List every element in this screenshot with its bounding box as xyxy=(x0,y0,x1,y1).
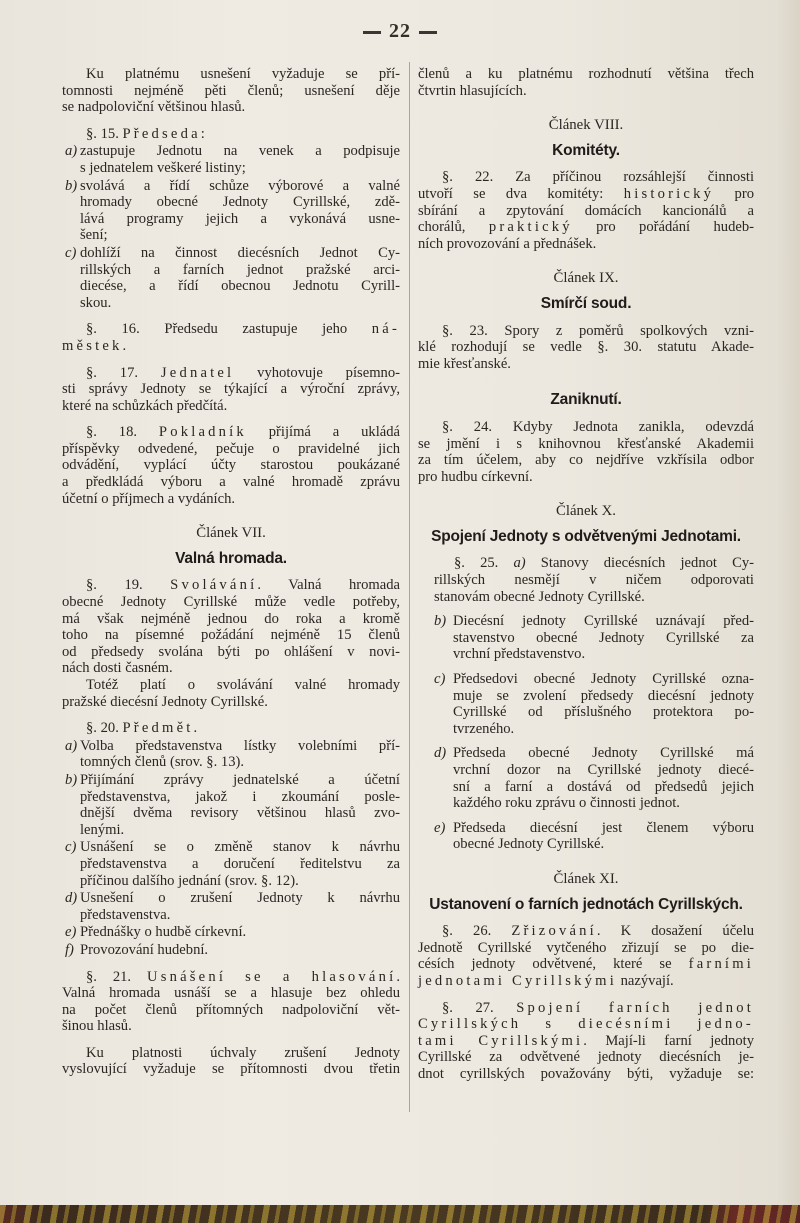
text-line: s jednatelem veškeré listiny; xyxy=(80,159,246,176)
spaced-emphasis: jednotami Cyrillskými xyxy=(418,972,617,989)
text-line: Přednášky o hudbě církevní. xyxy=(80,924,247,941)
item-label: a) xyxy=(65,143,78,160)
text-line xyxy=(62,720,400,737)
text-segment: §. 19. xyxy=(86,577,171,594)
paragraph xyxy=(62,720,400,737)
text-line xyxy=(62,577,400,594)
text-line: Provozování hudební. xyxy=(80,941,209,958)
text-line: šinou hlasů. xyxy=(62,1018,132,1035)
section-heading: Smírčí soud. xyxy=(540,294,632,312)
article-number: Článek VIII. xyxy=(548,117,624,134)
text-line: klé rozhodují se vedle §. 30. statutu Akade- xyxy=(418,339,754,356)
item-label: e) xyxy=(434,819,446,836)
text-line: mie křesťanské. xyxy=(418,355,511,372)
text-line: stavenstvo obecné Jednoty Cyrillské za xyxy=(453,629,754,646)
text-line: představenstva a doručení ředitelstvu za xyxy=(80,855,400,872)
article-number: Článek IX. xyxy=(553,270,619,287)
section-heading: Komitéty. xyxy=(552,141,620,159)
text-line xyxy=(418,1000,754,1017)
text-line: na počet členů přítomných nadpoloviční vět- xyxy=(62,1001,400,1018)
item-label: d) xyxy=(65,890,78,907)
text-line: účetní o příjmech a vydáních. xyxy=(62,490,236,507)
spaced-emphasis: městek xyxy=(62,337,123,354)
text-line: lenými. xyxy=(80,821,125,838)
list-item xyxy=(418,745,754,811)
page-number xyxy=(0,20,800,43)
text-line: příspěvky odvedené, pečuje o pravidelné jich xyxy=(62,440,400,457)
text-line xyxy=(62,321,400,338)
text-segment: §. 18. xyxy=(86,424,159,441)
text-segment: utvoří se dva komitéty: xyxy=(418,185,624,202)
text-line xyxy=(418,1016,754,1033)
spaced-emphasis: Jednatel xyxy=(160,364,235,381)
text-line: lává programy jejich a vykonává usne- xyxy=(80,210,400,227)
text-line: každého roku zprávu o činnosti jednot. xyxy=(453,795,680,812)
text-segment: nazývají. xyxy=(616,972,674,989)
item-label: b) xyxy=(65,177,78,194)
text-segment: . xyxy=(193,720,198,737)
list-item xyxy=(62,143,400,176)
paragraph xyxy=(62,969,400,1035)
text-line: stanovám obecné Jednoty Cyrillské. xyxy=(434,588,645,605)
item-label: d) xyxy=(434,745,447,762)
text-line: Přijímání zprávy jednatelské a účetní xyxy=(80,771,400,788)
text-line: tomných členů (srov. §. 13). xyxy=(80,754,245,771)
text-line: Ku platnosti úchvaly zrušení Jednoty xyxy=(86,1044,400,1061)
text-line: Cyrillské od příslušného protektora po- xyxy=(453,704,754,721)
text-line xyxy=(418,956,754,973)
text-line: dnější dvěma revisory většinou hlasů zvo- xyxy=(80,805,400,822)
paragraph xyxy=(62,66,400,116)
text-line: Ku platnému usnešení vyžaduje se pří- xyxy=(86,66,400,82)
text-line: představenstva, jakož i zkoumání posle- xyxy=(80,788,400,805)
text-line: pražské diecésní Jednoty Cyrillské. xyxy=(62,693,268,710)
list-item xyxy=(62,839,400,889)
text-line: se jmění i s knihovnou křesťanské Akademii xyxy=(418,435,754,452)
text-segment: . xyxy=(122,337,127,354)
text-line: svolává a řídí schůze výborové a valné xyxy=(80,177,400,194)
paragraph xyxy=(62,677,400,710)
text-segment: pro pořádání hudeb- xyxy=(572,219,755,236)
text-line xyxy=(62,969,400,986)
paragraph xyxy=(62,577,400,677)
text-segment: . Mají-li farní jednoty xyxy=(583,1032,754,1049)
text-segment: §. 27. xyxy=(442,999,517,1016)
text-line: dnot cyrillských považovány býti, vyžaduje se: xyxy=(418,1065,754,1082)
text-line xyxy=(62,126,400,143)
dash-left xyxy=(363,31,381,34)
spaced-emphasis: Předmět xyxy=(122,720,194,737)
text-segment: §. 21. xyxy=(86,968,147,985)
text-line: rillských nesmějí v ničem odporovati xyxy=(434,572,754,589)
page-number-text: 22 xyxy=(389,20,411,42)
list-item xyxy=(418,613,754,663)
text-line xyxy=(62,424,400,441)
spaced-emphasis: Usnášení se a hlasování xyxy=(146,968,397,985)
text-line: Jednotě Cyrillské vytčeného zřizují se po die- xyxy=(418,939,754,956)
text-line xyxy=(62,338,400,355)
text-line: od předsedy svolána býti po ohlášení v novi- xyxy=(62,643,400,660)
item-label: a) xyxy=(65,737,78,754)
text-line: zastupuje Jednotu na venek a podpisuje xyxy=(80,143,400,160)
article-number: Článek VII. xyxy=(196,525,266,542)
text-line: rillských a farních jednot pražské arci- xyxy=(80,261,400,278)
text-line: dohlíží na činnost diecésních Jednot Cy- xyxy=(80,244,400,261)
text-segment: . xyxy=(396,968,400,985)
spaced-emphasis: farními xyxy=(688,956,754,973)
spaced-emphasis: Cyrillských s diecésními jedno- xyxy=(418,1016,754,1033)
text-line: tvrzeného. xyxy=(453,720,515,737)
text-segment: §. 16. Předsedu zastupuje jeho xyxy=(86,321,372,338)
text-segment: §. 17. xyxy=(86,364,161,381)
paragraph xyxy=(62,1045,400,1078)
text-line: skou. xyxy=(80,294,112,311)
text-line: šení; xyxy=(80,227,108,244)
paragraph xyxy=(62,126,400,143)
text-line: má však nejméně jednou do roka a kromě xyxy=(62,610,400,627)
text-line: příčinou dalšího jednání (srov. §. 12). xyxy=(80,872,299,889)
item-label: c) xyxy=(65,244,77,261)
item-label: c) xyxy=(434,671,446,688)
text-segment: pro xyxy=(714,185,754,202)
text-line: sbírání a zpytování domácích kancionálů a xyxy=(418,202,754,219)
text-line xyxy=(418,973,754,990)
text-line xyxy=(418,219,754,236)
paragraph xyxy=(418,1000,754,1083)
text-line: §. 23. Spory z poměrů spolkových vzni- xyxy=(442,322,754,339)
paragraph xyxy=(418,555,754,605)
spaced-emphasis: Svolávání xyxy=(170,577,258,594)
paragraph xyxy=(418,66,754,99)
item-label: c) xyxy=(65,839,77,856)
list-item xyxy=(62,890,400,923)
spaced-emphasis: tami Cyrillskými xyxy=(418,1032,584,1049)
paragraph xyxy=(62,424,400,507)
article-number: Článek X. xyxy=(556,503,616,520)
text-line: Předsedovi obecné Jednoty Cyrillské ozna- xyxy=(453,671,754,688)
text-line: čtvrtin hlasujících. xyxy=(418,82,527,99)
text-line: vrchní představenstvo. xyxy=(453,646,586,663)
text-segment: vyhotovuje písemno- xyxy=(234,364,400,381)
item-label: b) xyxy=(434,613,447,630)
text-line: Valná hromada usnáší se a hlasuje bez ohledu xyxy=(62,985,400,1002)
text-line: ních provozování a přednášek. xyxy=(418,235,597,252)
paragraph xyxy=(418,169,754,252)
text-line: hromady obecné Jednoty Cyrillské, zdě- xyxy=(80,194,400,211)
text-segment: chorálů, xyxy=(418,219,489,236)
paragraph xyxy=(418,923,754,989)
spaced-emphasis: Předseda xyxy=(122,125,201,142)
text-line: tomnosti nejméně pěti členů; usnešení děje xyxy=(62,82,400,99)
text-line: za tím účelem, aby co nejdříve vzkřísila odbor xyxy=(418,452,754,469)
text-segment: §. 25. xyxy=(454,555,514,572)
list-item xyxy=(418,820,754,853)
section-heading: Ustanovení o farních jednotách Cyrillských. xyxy=(429,895,743,913)
text-line: nách dosti časném. xyxy=(62,660,173,677)
text-segment: Stanovy diecésních jednot Cy- xyxy=(525,555,754,572)
section-heading: Spojení Jednoty s odvětvenými Jednotami. xyxy=(431,527,741,545)
text-segment: přijímá a ukládá xyxy=(246,424,400,441)
italic-label: a) xyxy=(513,555,526,572)
text-line xyxy=(62,365,400,382)
text-line: Cyrillské za odvětvené jednoty diecésních je- xyxy=(418,1049,754,1066)
list-item xyxy=(62,738,400,771)
text-line xyxy=(418,923,754,940)
text-line: Totéž platí o svolávání valné hromady xyxy=(86,677,400,693)
text-line: §. 24. Kdyby Jednota zanikla, odevzdá xyxy=(442,418,754,435)
text-segment: §. 26. xyxy=(442,923,512,940)
text-segment: . K dosažení účelu xyxy=(596,923,754,940)
paragraph xyxy=(418,323,754,373)
text-line: toho na písemné požádání nejméně 15 členů xyxy=(62,627,400,644)
text-line: a předkládá výboru a valné hromadě zprávu xyxy=(62,474,400,491)
section-heading: Valná hromada. xyxy=(175,549,287,567)
spaced-emphasis: historický xyxy=(623,185,715,202)
dash-right xyxy=(419,31,437,34)
text-line: muje se zvolení předsedy diecésní jednoty xyxy=(453,687,754,704)
text-line: Usnášení se o změně stanov k návrhu xyxy=(80,839,400,856)
item-label: f) xyxy=(65,941,74,958)
spaced-emphasis: ná- xyxy=(371,321,400,338)
left-column xyxy=(62,66,400,1078)
text-segment: . Valná hromada xyxy=(257,577,400,594)
text-line xyxy=(418,1033,754,1050)
list-item xyxy=(62,245,400,311)
text-line: které na schůzkách předčítá. xyxy=(62,397,228,414)
text-line: §. 22. Za příčinou rozsáhlejší činnosti xyxy=(442,169,754,186)
paragraph xyxy=(62,365,400,415)
text-segment: §. 15. xyxy=(86,125,123,142)
text-segment: §. 20. xyxy=(86,720,123,737)
text-line: sti správy Jednoty se týkající a výroční zprávy, xyxy=(62,381,400,398)
decorative-bottom-border xyxy=(0,1205,800,1223)
text-line: Volba představenstva lístky volebními pří- xyxy=(80,737,400,754)
text-line: vyslovující vyžaduje se přítomnosti dvou třetin xyxy=(62,1061,400,1078)
text-line: odvádění, vyplácí účty starostou poukázané xyxy=(62,457,400,474)
column-divider xyxy=(409,62,410,1112)
text-segment: : xyxy=(200,125,205,142)
text-line: Usnešení o zrušení Jednoty k návrhu xyxy=(80,890,400,907)
right-column xyxy=(418,66,754,1083)
paragraph xyxy=(418,419,754,485)
list-item xyxy=(62,942,400,959)
section-heading: Zaniknutí. xyxy=(550,391,622,409)
text-line: diecése, a řídí obecnou Jednotu Cyrill- xyxy=(80,278,400,295)
paragraph xyxy=(62,321,400,354)
list-item xyxy=(62,178,400,244)
spaced-emphasis: praktický xyxy=(488,219,573,236)
text-line: obecné Jednoty Cyrillské. xyxy=(453,836,605,853)
article-number: Článek XI. xyxy=(553,870,619,887)
text-line: sní a farní a dostává od předsedů jejich xyxy=(453,778,754,795)
text-segment: césích jednoty odvětvené, které se xyxy=(418,956,689,973)
text-line: vrchní dozor na Cyrillské jednoty diecé- xyxy=(453,762,754,778)
text-line: členů a ku platnému rozhodnutí většina třech xyxy=(418,66,754,82)
spaced-emphasis: Pokladník xyxy=(158,424,247,441)
item-label: e) xyxy=(65,924,77,941)
text-line: pro hudbu církevní. xyxy=(418,468,533,485)
text-line xyxy=(434,555,754,572)
text-line xyxy=(418,186,754,203)
text-line: obecné Jednoty Cyrillské může vedle potřeby, xyxy=(62,594,400,611)
spaced-emphasis: Zřizování xyxy=(511,923,597,940)
text-line: Předseda obecné Jednoty Cyrillské má xyxy=(453,745,754,762)
item-label: b) xyxy=(65,771,78,788)
spaced-emphasis: Spojení farních jednot xyxy=(516,999,755,1016)
list-item xyxy=(62,772,400,838)
text-line: Diecésní jednoty Cyrillské uznávají před- xyxy=(453,613,754,630)
text-line: Předseda diecésní jest členem výboru xyxy=(453,819,754,836)
text-line: se nadpoloviční většinou hlasů. xyxy=(62,99,246,116)
list-item xyxy=(418,671,754,737)
text-line: představenstva. xyxy=(80,906,171,923)
list-item xyxy=(62,924,400,941)
